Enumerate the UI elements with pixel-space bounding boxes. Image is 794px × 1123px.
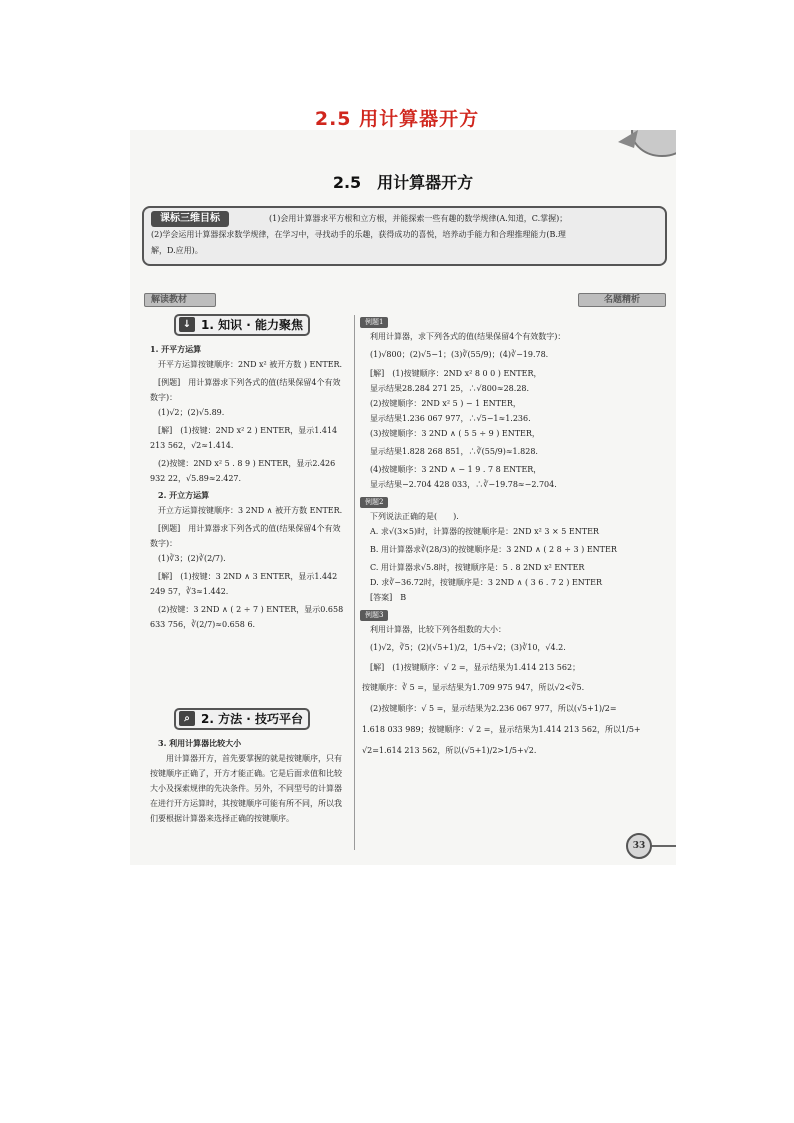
cbrt-answer-2: (2)按键：3 2ND ∧ ( 2 ÷ 7 ) ENTER，显示0.658 633 756，∛(2/7)≈0.658 6. bbox=[150, 605, 344, 629]
cbrt-answer-1: [解] (1)按键：3 2ND ∧ 3 ENTER，显示1.442 249 57，∛3≈1.442. bbox=[150, 572, 338, 596]
example-1-result-3: 显示结果1.828 268 851，∴∛(55/9)≈1.828. bbox=[370, 447, 538, 456]
example-3-tag: 例题3 bbox=[360, 610, 388, 621]
sqrt-key-order: 开平方运算按键顺序：2ND x² 被开方数 ) ENTER. bbox=[158, 360, 343, 369]
knowledge-heading-text: 1. 知识 · 能力聚焦 bbox=[201, 318, 304, 332]
example-2-tag: 例题2 bbox=[360, 497, 388, 508]
example-1-result-4: 显示结果−2.704 428 033，∴∛−19.78≈−2.704. bbox=[370, 480, 557, 489]
page-number: 33 bbox=[626, 833, 652, 859]
example-2-option-a: A. 求√(3×5)时，计算器的按键顺序是：2ND x² 3 × 5 ENTER bbox=[370, 527, 599, 536]
example-3-answer-2: (2)按键顺序：√ 5 =，显示结果为2.236 067 977，所以(√5+1)/2= bbox=[370, 704, 617, 713]
magnifier-icon: ⌕ bbox=[179, 711, 195, 726]
example-2-option-b: B. 用计算器求∛(28/3)的按键顺序是：3 2ND ∧ ( 2 8 ÷ 3 ) ENTER bbox=[370, 545, 617, 554]
knowledge-heading bbox=[174, 314, 310, 336]
sqrt-answer-1: [解] (1)按键：2ND x² 2 ) ENTER，显示1.414 213 562，√2≈1.414. bbox=[150, 426, 338, 450]
download-icon: ↓ bbox=[179, 317, 195, 332]
example-3-question: 利用计算器，比较下列各组数的大小： bbox=[370, 625, 506, 634]
right-column bbox=[362, 314, 666, 758]
example-1-answer-2: (2)按键顺序：2ND x² 5 ) − 1 ENTER， bbox=[370, 399, 521, 408]
example-2-option-c: C. 用计算器求√5.8时，按键顺序是：5 . 8 2ND x² ENTER bbox=[370, 563, 585, 572]
section-title: 2.5 用计算器开方 bbox=[332, 173, 474, 192]
cbrt-key-order: 开立方运算按键顺序：3 2ND ∧ 被开方数 ENTER. bbox=[158, 506, 343, 515]
subheading-cbrt: 2. 开立方运算 bbox=[158, 490, 210, 500]
example-2-option-d: D. 求∛−36.72时，按键顺序是：3 2ND ∧ ( 3 6 . 7 2 ) ENTER bbox=[370, 578, 602, 587]
example-3-answer-2b: 1.618 033 989；按键顺序：√ 2 =，显示结果为1.414 213 562，所以1/5+ bbox=[362, 725, 641, 734]
scanned-textbook-page bbox=[130, 130, 676, 865]
document-title: 2.5 用计算器开方 bbox=[314, 108, 480, 130]
method-heading-text: 2. 方法 · 技巧平台 bbox=[201, 712, 304, 726]
example-2-answer: [答案] B bbox=[370, 593, 407, 602]
example-1-answer-4: (4)按键顺序：3 2ND ∧ − 1 9 . 7 8 ENTER， bbox=[370, 465, 542, 474]
sqrt-answer-2: (2)按键：2ND x² 5 . 8 9 ) ENTER，显示2.426 932 22，√5.89≈2.427. bbox=[150, 459, 336, 483]
example-1-items: (1)√800；(2)√5−1；(3)∛(55/9)；(4)∛−19.78. bbox=[370, 350, 549, 359]
goals-line-1: (1)会用计算器求平方根和立方根，并能探索一些有趣的数学规律(A.知道，C.掌握)； bbox=[269, 214, 568, 223]
compare-paragraph: 用计算器开方，首先要掌握的就是按键顺序，只有按键顺序正确了，开方才能正确。它是后面求值和比较大小及探索规律的先决条件。另外，不同型号的计算器在进行开方运算时，其按键顺序可能有所不同，所以我们要根据计算器来选择正确的按键顺序。 bbox=[150, 754, 342, 823]
page-number-rule bbox=[650, 845, 676, 847]
subheading-compare: 3. 利用计算器比较大小 bbox=[158, 738, 242, 748]
goals-box bbox=[142, 206, 667, 266]
example-1-answer-3: (3)按键顺序：3 2ND ∧ ( 5 5 ÷ 9 ) ENTER， bbox=[370, 429, 540, 438]
left-column-part-2 bbox=[150, 736, 348, 826]
example-3-answer-1b: 按键顺序：∛ 5 =，显示结果为1.709 975 947，所以√2<∛5. bbox=[362, 683, 585, 692]
example-1-tag: 例题1 bbox=[360, 317, 388, 328]
example-3-answer-1: [解] (1)按键顺序：√ 2 =，显示结果为1.414 213 562； bbox=[370, 663, 581, 672]
goals-tag: 课标三维目标 bbox=[151, 211, 229, 227]
corner-decoration-icon bbox=[610, 130, 676, 160]
cbrt-example: [例题] 用计算器求下列各式的值(结果保留4个有效数字)： bbox=[150, 524, 341, 548]
example-2-question: 下列说法正确的是( ). bbox=[370, 512, 459, 521]
example-3-items: (1)√2，∛5；(2)(√5+1)/2，1/5+√2；(3)∛10，√4.2. bbox=[370, 643, 566, 652]
goals-line-2: (2)学会运用计算器探求数学规律，在学习中，寻找动手的乐趣，获得成功的喜悦，培养动手能力和合理推理能力(B.理 bbox=[151, 230, 566, 239]
subheading-sqrt: 1. 开平方运算 bbox=[150, 344, 202, 354]
left-column-part-1 bbox=[150, 342, 348, 632]
example-1-answer-1: [解] (1)按键顺序：2ND x² 8 0 0 ) ENTER， bbox=[370, 369, 542, 378]
banner-right: 名题精析 bbox=[578, 293, 666, 307]
example-1-result-1: 显示结果28.284 271 25，∴√800≈28.28. bbox=[370, 384, 530, 393]
goals-line-3: 解，D.应用)。 bbox=[151, 246, 203, 255]
example-1-question: 利用计算器，求下列各式的值(结果保留4个有效数字)： bbox=[370, 332, 566, 341]
example-1-result-2: 显示结果1.236 067 977，∴√5−1≈1.236. bbox=[370, 414, 531, 423]
cbrt-question: (1)∛3；(2)∛(2/7). bbox=[158, 554, 226, 563]
banner-left: 解读教材 bbox=[144, 293, 216, 307]
method-heading bbox=[174, 708, 310, 730]
sqrt-question: (1)√2；(2)√5.89. bbox=[158, 408, 225, 417]
column-divider bbox=[354, 315, 355, 850]
sqrt-example: [例题] 用计算器求下列各式的值(结果保留4个有效数字)： bbox=[150, 378, 341, 402]
example-3-answer-2c: √2=1.614 213 562，所以(√5+1)/2>1/5+√2. bbox=[362, 746, 537, 755]
